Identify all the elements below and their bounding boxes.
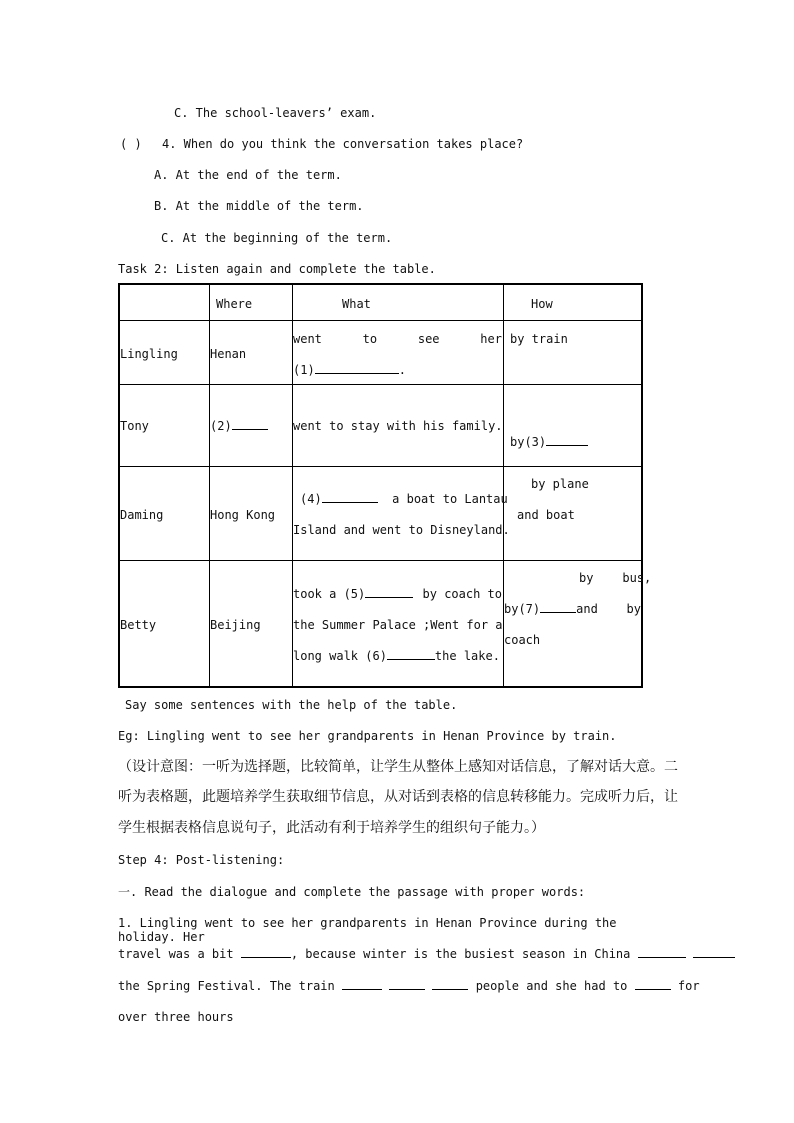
design-note-line3: 学生根据表格信息说句子，此活动有利于培养学生的组织句子能力。）: [118, 820, 545, 836]
row-betty-where: Beijing: [210, 618, 261, 632]
row-betty-how-line3: coach: [504, 633, 541, 647]
row-betty-name: Betty: [120, 618, 157, 632]
task2-table: [118, 283, 652, 688]
row-betty-what-line2: the Summer Palace ;Went for a: [293, 618, 503, 632]
passage-line4: over three hours: [118, 1010, 234, 1024]
q4-answer-bracket: ( ): [120, 137, 142, 151]
blank-6[interactable]: [387, 649, 435, 660]
passage-blank-7[interactable]: [635, 979, 671, 990]
row-lingling-name: Lingling: [120, 347, 178, 361]
passage-blank-1[interactable]: [241, 947, 291, 958]
passage-line2: travel was a bit , because winter is the busiest season in China: [118, 947, 675, 961]
passage-line3: the Spring Festival. The train people and she had to for: [118, 979, 700, 993]
row-betty-how-line1: by bus,: [579, 571, 652, 585]
design-note-line1: （设计意图：一听为选择题，比较简单，让学生从整体上感知对话信息，了解对话大意。二: [118, 759, 678, 775]
q4-option-c: C. At the beginning of the term.: [161, 231, 393, 245]
header-where: Where: [216, 297, 253, 311]
step4-title: Step 4: Post-listening:: [118, 853, 285, 867]
row-tony-how: by(3): [510, 435, 588, 449]
row-tony-what: went to stay with his family.: [293, 419, 503, 433]
passage-blank-4[interactable]: [342, 979, 382, 990]
row-lingling-how: by train: [510, 332, 568, 346]
row-tony-name: Tony: [120, 419, 149, 433]
example-sentence: Eg: Lingling went to see her grandparents in Henan Province by train.: [118, 729, 617, 743]
header-how: How: [531, 297, 553, 311]
row-betty-what-line1: took a (5) by coach to: [293, 587, 502, 601]
row-tony-where: (2): [210, 419, 268, 433]
say-sentences: Say some sentences with the help of the table.: [125, 698, 458, 712]
task2-title: Task 2: Listen again and complete the table.: [118, 262, 436, 276]
q4-option-a: A. At the end of the term.: [154, 168, 342, 182]
blank-2[interactable]: [232, 419, 268, 430]
passage-blank-3[interactable]: [693, 947, 735, 958]
row-daming-how-line2: and boat: [517, 508, 575, 522]
q4-text: 4. When do you think the conversation takes place?: [162, 137, 524, 151]
row-daming-what-line1: (4) a boat to Lantau: [300, 492, 508, 506]
row-daming-what-line2: Island and went to Disneyland.: [293, 523, 510, 537]
step4-instruction: 一. Read the dialogue and complete the passage with proper words:: [118, 885, 586, 899]
row-daming-how-line1: by plane: [531, 477, 589, 491]
row-lingling-where: Henan: [210, 347, 247, 361]
row-daming-where: Hong Kong: [210, 508, 276, 522]
blank-3[interactable]: [546, 435, 588, 446]
row-daming-name: Daming: [120, 508, 164, 522]
design-note-line2: 听为表格题，此题培养学生获取细节信息，从对话到表格的信息转移能力。完成听力后，让: [118, 789, 678, 805]
row-betty-what-line3: long walk (6) the lake.: [293, 649, 500, 663]
row-lingling-what-line1: went to see her: [293, 332, 502, 346]
row-betty-how-line2: by(7) and by: [504, 602, 641, 616]
passage-blank-2[interactable]: [638, 947, 686, 958]
header-what: What: [342, 297, 371, 311]
passage-blank-5[interactable]: [389, 979, 425, 990]
q3-option-c: C. The school-leavers’ exam.: [174, 106, 377, 120]
blank-1[interactable]: [315, 363, 399, 374]
blank-5[interactable]: [365, 587, 413, 598]
blank-4[interactable]: [322, 492, 378, 503]
row-lingling-what-line2: (1) .: [293, 363, 406, 377]
passage-blank-6[interactable]: [432, 979, 468, 990]
blank-7[interactable]: [540, 602, 576, 613]
passage-line1: 1. Lingling went to see her grandparents in Henan Province during the holiday. Her: [118, 916, 617, 944]
q4-option-b: B. At the middle of the term.: [154, 199, 364, 213]
